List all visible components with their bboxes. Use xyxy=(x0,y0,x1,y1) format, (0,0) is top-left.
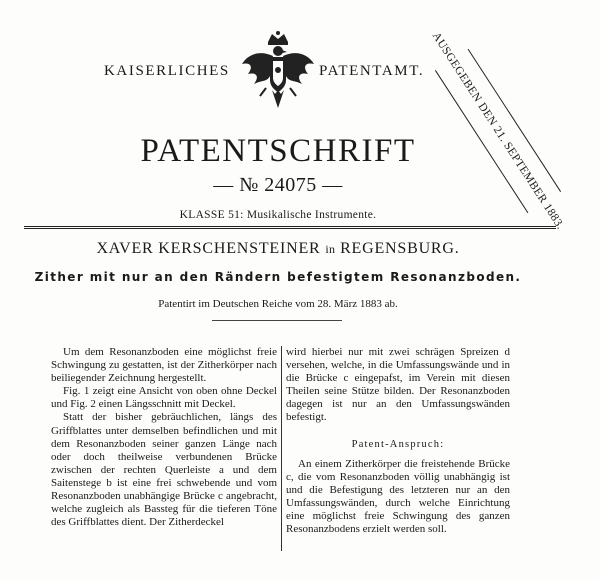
invention-subject: Zither mit nur an den Rändern befestigtem Resonanzboden. xyxy=(34,270,522,284)
paragraph: Fig. 1 zeigt eine Ansicht von oben ohne Deckel und Fig. 2 einen Längsschnitt mit Deckel. xyxy=(51,385,277,411)
paragraph: Statt der bisher gebräuchlichen, längs des Griffblattes unter demselben befindlichen und mit dem Resonanzboden seiner ganzen Länge nach oder doch theilweise verbundenen Brücke zwischen der rechten Querleiste a und dem Saitenstege b ist eine frei schwebende und vom Resonanzboden unabhängige Brücke c angebracht, welche zugleich als Bassteg für die tieferen Töne des Griffblattes dient. Der Zitherdeckel xyxy=(51,411,277,529)
header-divider-double xyxy=(24,228,556,229)
document-title: PATENTSCHRIFT xyxy=(140,133,416,169)
paragraph: wird hierbei nur mit zwei schrägen Spreizen d versehen, welche, in die Umfassungswände und in die Brücke c eingepafst, im Verein mit diesen Theilen seine Stütze bilden. Der Resonanzboden dagegen ist nur an den Umfassungswänden befestigt. xyxy=(286,346,510,424)
inventor-city: REGENSBURG. xyxy=(340,240,460,257)
patent-class: KLASSE 51: Musikalische Instrumente. xyxy=(179,209,377,221)
header-divider xyxy=(24,226,556,227)
office-name-right: PATENTAMT. xyxy=(319,63,425,79)
claim-heading: Patent-Anspruch: xyxy=(351,438,445,450)
right-column xyxy=(286,346,510,536)
inventor-line xyxy=(0,240,556,258)
inventor-name: XAVER KERSCHENSTEINER xyxy=(96,240,321,257)
paragraph: Um dem Resonanzboden eine möglichst freie Schwingung zu gestatten, ist der Zitherkörper nach beiliegender Zeichnung hergestellt. xyxy=(51,346,277,385)
publication-date-stamp: AUSGEGEBEN DEN 21. SEPTEMBER 1883. xyxy=(429,30,567,232)
patented-date-line: Patentirt im Deutschen Reiche vom 28. März 1883 ab. xyxy=(158,298,398,310)
inventor-in: in xyxy=(325,242,336,256)
imperial-eagle-emblem-icon xyxy=(240,30,316,114)
short-divider xyxy=(212,320,342,321)
office-name-left: KAISERLICHES xyxy=(104,63,230,79)
column-divider xyxy=(281,346,282,551)
left-column xyxy=(51,346,277,529)
patent-number: — № 24075 — xyxy=(213,174,343,196)
claim-text: An einem Zitherkörper die freistehende Brücke c, die vom Resonanzboden völlig unabhängig ist und die Befestigung des letzteren nur an den Umfassungswänden, durch welche Einrichtung eine möglichst freie Schwingung des ganzen Resonanzbodens erzielt werden soll. xyxy=(286,457,510,536)
